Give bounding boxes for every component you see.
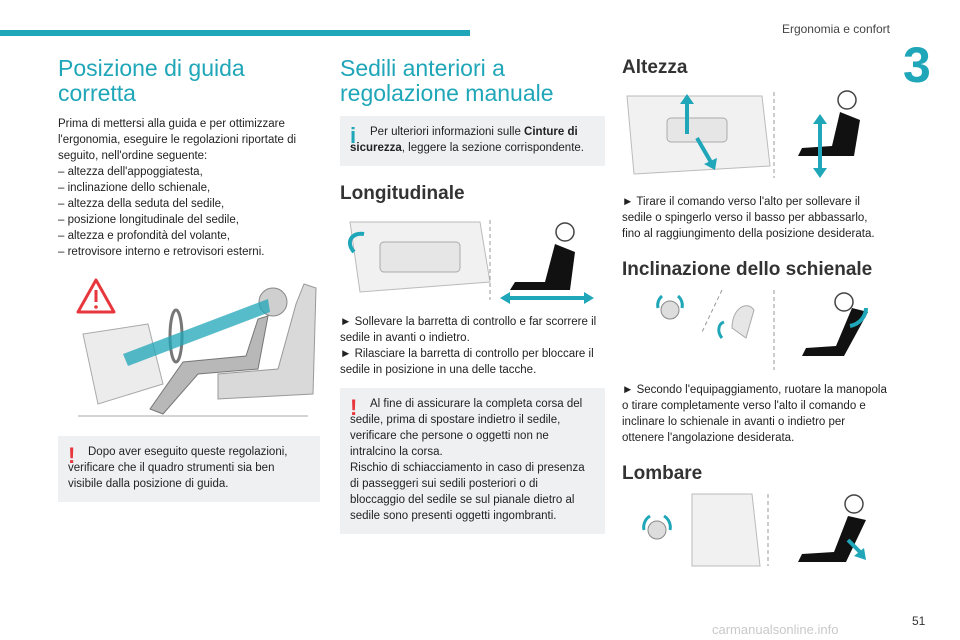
watermark: carmanualsonline.info — [712, 622, 839, 637]
info-note — [340, 116, 605, 166]
list-item: – altezza della seduta del sedile, — [58, 198, 225, 210]
warning-text-1: Al fine di assicurare la completa corsa del sedile, prima di spostare indietro il sedile, verificare che persone o oggetti non ne intralcino la corsa. — [350, 398, 583, 458]
longitudinal-step-1: ► Sollevare la barretta di controllo e far scorrere il sedile in avanti o indietro. — [340, 316, 597, 344]
info-icon: i — [350, 123, 357, 148]
info-text — [350, 124, 595, 156]
heading-driving-position: Posizione di guida corretta — [58, 55, 245, 106]
height-text: ► Tirare il comando verso l'alto per sollevare il sedile o spingerlo verso il basso per abbassarlo, fino al raggiungimento della posizione desiderata. — [622, 196, 875, 240]
longitudinal-step-2: ► Rilasciare la barretta di controllo per bloccare il sedile in posizione in una delle tacche. — [340, 348, 594, 376]
heading-recline: Inclinazione dello schienale — [622, 259, 873, 280]
recline-illustration — [622, 288, 887, 372]
warning-icon: ! — [350, 395, 358, 420]
warning-text-2: Rischio di schiacciamento in caso di presenza di passeggeri sui sedili posteriori o di bloccaggio del sedile se sul pianale dietro al sedile sono presenti oggetti ingombranti. — [350, 462, 585, 522]
intro-paragraph: Prima di mettersi alla guida e per ottimizzare l'ergonomia, eseguire le regolazioni riportate di seguito, nell'ordine seguente: — [58, 118, 297, 162]
column-adjustments — [622, 56, 887, 568]
heading-manual-seats: Sedili anteriori a regolazione manuale — [340, 55, 554, 106]
header-accent-bar — [0, 30, 470, 36]
height-illustration — [622, 86, 887, 182]
column-driving-position — [58, 56, 320, 502]
section-title: Ergonomia e confort — [781, 22, 890, 36]
list-item: – posizione longitudinale del sedile, — [58, 214, 239, 226]
seat-recline-icon — [622, 288, 884, 372]
info-text-post: , leggere la sezione corrispondente. — [401, 142, 584, 154]
lumbar-illustration — [622, 492, 887, 568]
column-manual-seats — [340, 56, 605, 534]
warning-icon: ! — [68, 443, 76, 468]
driver-illustration — [68, 274, 320, 424]
recline-text: ► Secondo l'equipaggiamento, ruotare la manopola o tirare completamente verso l'alto il comando e inclinare lo schienale in avanti o indietro per ottenere l'angolazione desiderata. — [622, 384, 887, 444]
warning-note — [58, 436, 320, 502]
list-item: – altezza e profondità del volante, — [58, 230, 230, 242]
list-item: – inclinazione dello schienale, — [58, 182, 211, 194]
seat-lumbar-icon — [622, 492, 884, 568]
info-text-pre: Per ulteriori informazioni sulle — [370, 126, 525, 138]
list-item: – retrovisore interno e retrovisori esterni. — [58, 246, 265, 258]
heading-lumbar: Lombare — [622, 463, 703, 484]
page-number: 51 — [912, 614, 926, 628]
warning-note-seat — [340, 388, 605, 534]
heading-longitudinal: Longitudinale — [340, 183, 465, 204]
heading-height: Altezza — [622, 57, 688, 78]
seat-height-icon — [622, 86, 884, 182]
longitudinal-illustration — [340, 212, 605, 304]
warning-text: Dopo aver eseguito queste regolazioni, verificare che il quadro strumenti sia ben visibile dalla posizione di guida. — [68, 446, 288, 490]
driver-seat-icon — [68, 274, 318, 424]
adjustment-list — [58, 164, 320, 260]
seatbelt-link: Cinture di sicurezza — [350, 126, 578, 154]
seat-slide-icon — [340, 212, 602, 304]
chapter-number: 3 — [903, 37, 931, 93]
list-item: – altezza dell'appoggiatesta, — [58, 166, 203, 178]
